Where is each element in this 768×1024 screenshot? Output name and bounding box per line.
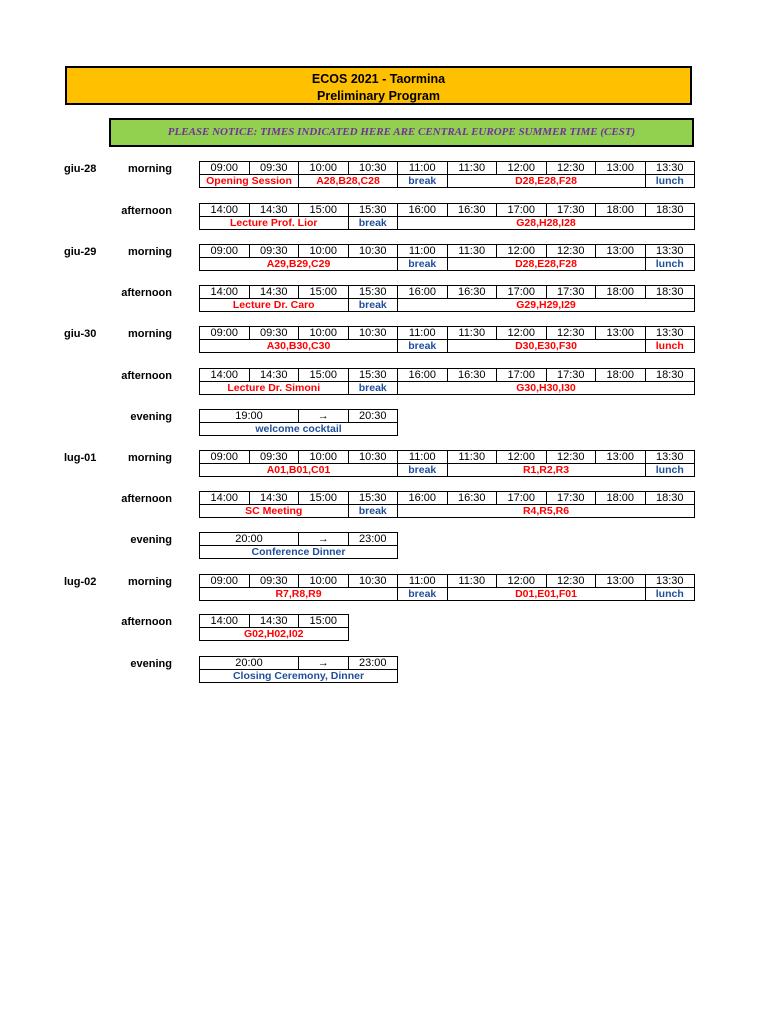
- time-slot: 11:30: [447, 245, 497, 258]
- time-slot: 10:00: [299, 327, 349, 340]
- time-slot: 13:30: [645, 451, 695, 464]
- time-slot: 12:00: [497, 575, 547, 588]
- event-cell: lunch: [645, 588, 695, 601]
- event-cell: A30,B30,C30: [200, 340, 398, 353]
- time-slot: 15:00: [299, 369, 349, 382]
- event-cell: Lecture Dr. Caro: [200, 299, 349, 312]
- time-slot: 11:00: [398, 245, 448, 258]
- event-cell: D30,E30,F30: [447, 340, 645, 353]
- time-row: [200, 286, 695, 299]
- schedule-grid: [199, 326, 695, 353]
- schedule-grid: [199, 285, 695, 312]
- event-row: [200, 670, 398, 683]
- time-slot: 17:00: [497, 286, 547, 299]
- time-slot: 18:00: [596, 369, 646, 382]
- time-slot: 12:00: [497, 327, 547, 340]
- period-label: morning: [128, 328, 172, 340]
- time-slot: 09:00: [200, 162, 250, 175]
- event-cell: break: [348, 299, 398, 312]
- period-label: morning: [128, 163, 172, 175]
- period-label: afternoon: [121, 493, 172, 505]
- period-label: afternoon: [121, 616, 172, 628]
- event-row: [200, 340, 695, 353]
- event-cell: Opening Session: [200, 175, 299, 188]
- time-slot: 17:30: [546, 369, 596, 382]
- time-slot: 10:30: [348, 245, 398, 258]
- time-slot: 18:00: [596, 492, 646, 505]
- time-slot: 11:00: [398, 575, 448, 588]
- page-subtitle: Preliminary Program: [317, 89, 440, 103]
- period-label: afternoon: [121, 205, 172, 217]
- period-label: evening: [130, 411, 172, 423]
- event-cell: A01,B01,C01: [200, 464, 398, 477]
- period-label: morning: [128, 246, 172, 258]
- period-label: afternoon: [121, 287, 172, 299]
- event-cell: Lecture Prof. Lior: [200, 217, 349, 230]
- time-slot: 17:00: [497, 204, 547, 217]
- time-slot: 16:30: [447, 369, 497, 382]
- time-slot: 14:30: [249, 492, 299, 505]
- time-slot: 17:30: [546, 492, 596, 505]
- time-slot: 18:00: [596, 204, 646, 217]
- time-slot: 12:00: [497, 162, 547, 175]
- event-cell: lunch: [645, 340, 695, 353]
- time-slot: 23:00: [348, 533, 398, 546]
- time-slot: 16:30: [447, 286, 497, 299]
- time-slot: 16:00: [398, 492, 448, 505]
- schedule-grid: [199, 574, 695, 601]
- period-label: evening: [130, 658, 172, 670]
- time-slot: 12:30: [546, 245, 596, 258]
- event-cell: R1,R2,R3: [447, 464, 645, 477]
- time-slot: 18:30: [645, 204, 695, 217]
- event-cell: welcome cocktail: [200, 423, 398, 436]
- time-slot: 15:30: [348, 369, 398, 382]
- time-slot: 19:00: [200, 410, 299, 423]
- time-slot: 15:30: [348, 492, 398, 505]
- period-label: evening: [130, 534, 172, 546]
- time-slot: 16:30: [447, 492, 497, 505]
- event-cell: lunch: [645, 258, 695, 271]
- time-slot: 18:30: [645, 369, 695, 382]
- time-row: [200, 657, 398, 670]
- time-slot: 10:00: [299, 245, 349, 258]
- time-row: [200, 327, 695, 340]
- period-label: morning: [128, 576, 172, 588]
- time-slot: 09:00: [200, 327, 250, 340]
- schedule-grid: [199, 203, 695, 230]
- arrow-icon: →: [299, 533, 349, 546]
- period-label: morning: [128, 452, 172, 464]
- time-slot: 15:00: [299, 286, 349, 299]
- event-row: [200, 505, 695, 518]
- event-row: [200, 423, 398, 436]
- time-slot: 14:00: [200, 369, 250, 382]
- schedule-grid: [199, 409, 398, 436]
- time-slot: 17:30: [546, 204, 596, 217]
- time-row: [200, 410, 398, 423]
- time-slot: 09:00: [200, 451, 250, 464]
- time-slot: 11:30: [447, 162, 497, 175]
- time-slot: 11:30: [447, 327, 497, 340]
- time-slot: 13:30: [645, 327, 695, 340]
- time-slot: 16:30: [447, 204, 497, 217]
- time-slot: 12:00: [497, 451, 547, 464]
- time-slot: 11:30: [447, 451, 497, 464]
- time-slot: 15:00: [299, 615, 349, 628]
- schedule-grid: [199, 368, 695, 395]
- event-cell: A29,B29,C29: [200, 258, 398, 271]
- schedule-grid: [199, 244, 695, 271]
- event-cell: Closing Ceremony, Dinner: [200, 670, 398, 683]
- arrow-icon: →: [299, 657, 349, 670]
- event-cell: D01,E01,F01: [447, 588, 645, 601]
- time-slot: 11:00: [398, 327, 448, 340]
- program-header: [65, 66, 692, 105]
- time-slot: 13:30: [645, 575, 695, 588]
- event-cell: G29,H29,I29: [398, 299, 695, 312]
- event-cell: G02,H02,I02: [200, 628, 349, 641]
- event-cell: break: [398, 464, 448, 477]
- schedule-grid: [199, 450, 695, 477]
- time-slot: 23:00: [348, 657, 398, 670]
- event-row: [200, 464, 695, 477]
- time-slot: 14:30: [249, 286, 299, 299]
- time-slot: 20:00: [200, 533, 299, 546]
- time-slot: 11:30: [447, 575, 497, 588]
- time-row: [200, 204, 695, 217]
- time-slot: 09:30: [249, 162, 299, 175]
- day-label: giu-29: [64, 246, 97, 258]
- event-cell: break: [348, 505, 398, 518]
- time-slot: 14:00: [200, 204, 250, 217]
- time-slot: 12:30: [546, 162, 596, 175]
- time-slot: 12:30: [546, 451, 596, 464]
- time-slot: 14:30: [249, 204, 299, 217]
- day-label: lug-02: [64, 576, 97, 588]
- event-cell: break: [398, 258, 448, 271]
- event-cell: SC Meeting: [200, 505, 349, 518]
- event-row: [200, 175, 695, 188]
- event-cell: R7,R8,R9: [200, 588, 398, 601]
- time-slot: 17:30: [546, 286, 596, 299]
- time-slot: 18:00: [596, 286, 646, 299]
- event-row: [200, 299, 695, 312]
- time-slot: 13:30: [645, 245, 695, 258]
- time-slot: 10:00: [299, 575, 349, 588]
- time-row: [200, 575, 695, 588]
- event-cell: A28,B28,C28: [299, 175, 398, 188]
- time-slot: 11:00: [398, 451, 448, 464]
- time-slot: 11:00: [398, 162, 448, 175]
- event-row: [200, 217, 695, 230]
- time-slot: 10:00: [299, 162, 349, 175]
- period-label: afternoon: [121, 370, 172, 382]
- time-slot: 17:00: [497, 492, 547, 505]
- day-label: lug-01: [64, 452, 97, 464]
- time-slot: 13:30: [645, 162, 695, 175]
- schedule-grid: [199, 491, 695, 518]
- time-slot: 10:30: [348, 575, 398, 588]
- event-cell: G28,H28,I28: [398, 217, 695, 230]
- schedule-grid: [199, 161, 695, 188]
- time-slot: 09:00: [200, 245, 250, 258]
- time-slot: 12:30: [546, 575, 596, 588]
- time-slot: 14:30: [249, 615, 299, 628]
- time-slot: 09:30: [249, 575, 299, 588]
- time-slot: 10:30: [348, 327, 398, 340]
- time-slot: 17:00: [497, 369, 547, 382]
- event-cell: G30,H30,I30: [398, 382, 695, 395]
- day-label: giu-30: [64, 328, 97, 340]
- time-slot: 16:00: [398, 204, 448, 217]
- time-slot: 14:00: [200, 286, 250, 299]
- time-slot: 15:00: [299, 492, 349, 505]
- event-cell: break: [398, 340, 448, 353]
- time-slot: 14:30: [249, 369, 299, 382]
- event-row: [200, 382, 695, 395]
- time-slot: 13:00: [596, 575, 646, 588]
- time-slot: 09:30: [249, 327, 299, 340]
- time-slot: 09:30: [249, 451, 299, 464]
- time-slot: 15:30: [348, 204, 398, 217]
- time-notice: PLEASE NOTICE: TIMES INDICATED HERE ARE CENTRAL EUROPE SUMMER TIME (CEST): [109, 118, 694, 147]
- day-label: giu-28: [64, 163, 97, 175]
- time-row: [200, 245, 695, 258]
- time-slot: 20:30: [348, 410, 398, 423]
- event-cell: break: [398, 175, 448, 188]
- event-row: [200, 546, 398, 559]
- event-cell: R4,R5,R6: [398, 505, 695, 518]
- time-slot: 18:30: [645, 492, 695, 505]
- event-cell: Lecture Dr. Simoni: [200, 382, 349, 395]
- time-slot: 13:00: [596, 327, 646, 340]
- time-slot: 16:00: [398, 369, 448, 382]
- time-row: [200, 162, 695, 175]
- event-cell: lunch: [645, 464, 695, 477]
- event-cell: D28,E28,F28: [447, 175, 645, 188]
- event-cell: break: [348, 382, 398, 395]
- page-title: ECOS 2021 - Taormina: [311, 72, 446, 86]
- time-slot: 14:00: [200, 615, 250, 628]
- event-row: [200, 258, 695, 271]
- time-slot: 18:30: [645, 286, 695, 299]
- time-slot: 10:30: [348, 451, 398, 464]
- time-slot: 14:00: [200, 492, 250, 505]
- time-slot: 16:00: [398, 286, 448, 299]
- schedule-grid: [199, 614, 349, 641]
- event-row: [200, 628, 349, 641]
- time-slot: 15:00: [299, 204, 349, 217]
- event-cell: break: [348, 217, 398, 230]
- time-slot: 13:00: [596, 245, 646, 258]
- event-cell: Conference Dinner: [200, 546, 398, 559]
- event-cell: lunch: [645, 175, 695, 188]
- time-slot: 09:30: [249, 245, 299, 258]
- time-slot: 13:00: [596, 451, 646, 464]
- time-slot: 20:00: [200, 657, 299, 670]
- time-row: [200, 533, 398, 546]
- event-cell: D28,E28,F28: [447, 258, 645, 271]
- time-slot: 12:30: [546, 327, 596, 340]
- event-cell: break: [398, 588, 448, 601]
- time-row: [200, 369, 695, 382]
- time-slot: 10:30: [348, 162, 398, 175]
- time-slot: 10:00: [299, 451, 349, 464]
- time-row: [200, 451, 695, 464]
- schedule-grid: [199, 656, 398, 683]
- time-slot: 09:00: [200, 575, 250, 588]
- time-slot: 13:00: [596, 162, 646, 175]
- time-row: [200, 615, 349, 628]
- time-row: [200, 492, 695, 505]
- schedule-grid: [199, 532, 398, 559]
- time-slot: 15:30: [348, 286, 398, 299]
- arrow-icon: →: [299, 410, 349, 423]
- time-slot: 12:00: [497, 245, 547, 258]
- event-row: [200, 588, 695, 601]
